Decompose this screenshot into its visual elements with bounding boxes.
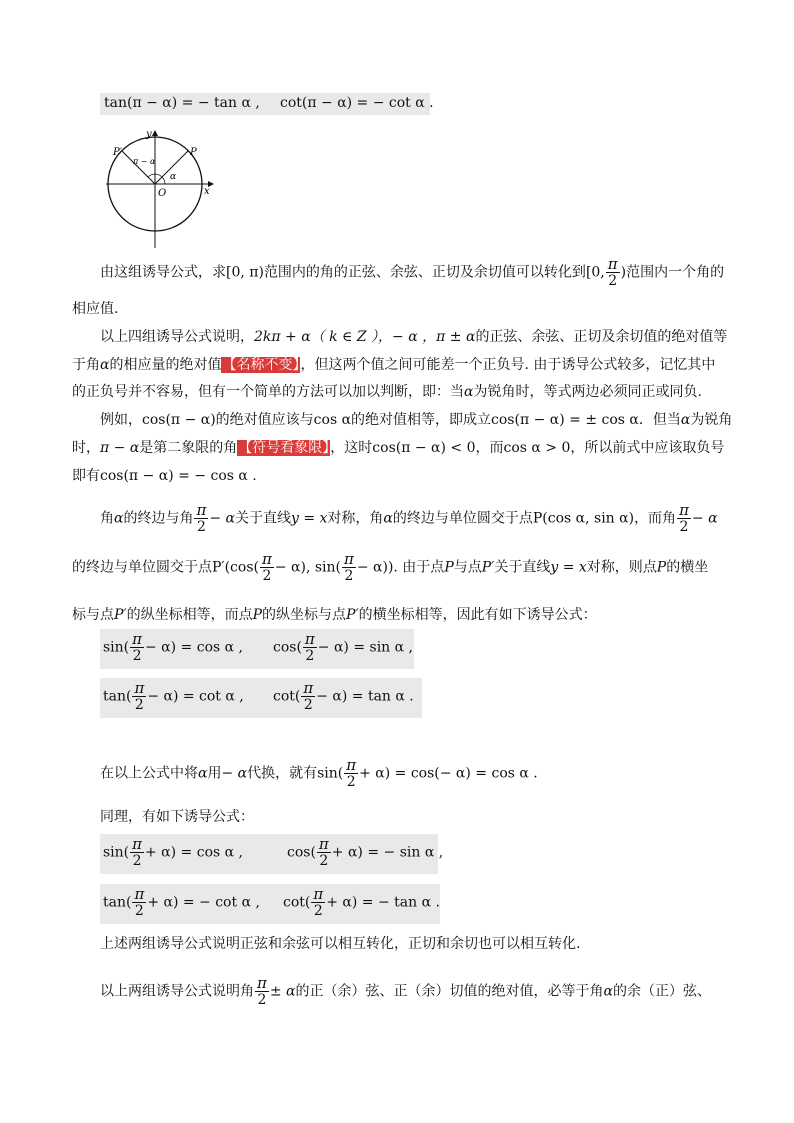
angle-pi-minus-alpha-label: π − α [133, 157, 156, 166]
tag-name-unchanged: 【名称不变】 [222, 357, 300, 373]
point-p-label: P [190, 147, 197, 158]
paragraph-substitution: 在以上公式中将α用− α代换，就有sin( $\frac{\pi}{2}$ + α) = cos(− α) = cos α . [100, 756, 538, 790]
point-p-prime-label: P′ [113, 147, 122, 158]
angle-alpha-label: α [170, 172, 177, 182]
angle-arc-alpha [162, 177, 165, 184]
paragraph-example-line3: 即有cos(π − α) = − cos α . [72, 468, 257, 484]
paragraph-mutual-conversion: 上述两组诱导公式说明正弦和余弦可以相互转化，正切和余切也可以相互转化. [100, 936, 581, 952]
formula-tan-half-pi-minus: tan( $\frac{\pi}{2}$ − α) = cot α , [103, 679, 244, 713]
paragraph-similarly: 同理，有如下诱导公式： [100, 809, 254, 825]
unit-circle-figure [100, 124, 220, 254]
formula-cot-half-pi-minus: cot( $\frac{\pi}{2}$ − α) = tan α . [273, 679, 414, 713]
tag-sign-by-quadrant: 【符号看象限】 [238, 440, 330, 456]
paragraph-range-transform-end: 相应值. [72, 301, 119, 317]
formula-sin-half-pi-minus: sin( $\frac{\pi}{2}$ − α) = cos α , [103, 630, 243, 664]
paragraph-symmetry-line1: 角α的终边与角 $\frac{\pi}{2}$ − α关于直线y = x对称，角α的终边与单位圆交于点P(cos α, sin α)，而角 $\frac{\pi}{2}$ − α [100, 501, 718, 535]
terminal-side-p-prime [122, 151, 155, 184]
paragraph-four-groups-line1: 以上四组诱导公式说明，2kπ + α（ k ∈ Z ），− α ，π ± α的正弦、余弦、正切及余切值的绝对值等 [100, 329, 728, 345]
formula-cos-half-pi-plus: cos( $\frac{\pi}{2}$ + α) = − sin α , [287, 835, 444, 869]
paragraph-symmetry-line2: 的终边与单位圆交于点P′(cos( $\frac{\pi}{2}$ − α), sin( $\frac{\pi}{2}$ − α)). 由于点P与点P′关于直线y = x对称，则点P的横坐 [72, 550, 709, 584]
paragraph-range-transform: 由这组诱导公式，求[0, π)范围内的角的正弦、余弦、正切及余切值可以转化到[0, $\frac{\pi}{2}$ )范围内一个角的 [100, 255, 725, 289]
paragraph-absolute-values: 以上两组诱导公式说明角 $\frac{\pi}{2}$ ± α的正（余）弦、正（余）切值的绝对值，必等于角α的余（正）弦、 [100, 974, 711, 1008]
origin-label: O [158, 188, 167, 199]
formula-tan-pi-minus-alpha: tan(π − α) = − tan α , [104, 95, 260, 111]
paragraph-four-groups-line2: 于角α的相应量的绝对值【名称不变】，但这两个值之间可能差一个正负号. 由于诱导公式较多，记忆其中 [72, 357, 716, 373]
formula-tan-half-pi-plus: tan( $\frac{\pi}{2}$ + α) = − cot α , [103, 885, 260, 919]
paragraph-symmetry-line3: 标与点P′的纵坐标相等，而点P的纵坐标与点P′的横坐标相等，因此有如下诱导公式： [72, 607, 597, 623]
formula-cot-half-pi-plus: cot( $\frac{\pi}{2}$ + α) = − tan α . [283, 885, 440, 919]
formula-cot-pi-minus-alpha: cot(π − α) = − cot α . [280, 95, 434, 111]
x-axis-label: x [204, 186, 210, 197]
y-axis-label: y [146, 129, 152, 140]
formula-cos-half-pi-minus: cos( $\frac{\pi}{2}$ − α) = sin α , [273, 630, 413, 664]
formula-sin-half-pi-plus: sin( $\frac{\pi}{2}$ + α) = cos α , [103, 835, 243, 869]
paragraph-four-groups-line3: 的正负号并不容易，但有一个简单的方法可以加以判断，即：当α为锐角时，等式两边必须同正或同负. [72, 384, 702, 400]
paragraph-example-line1: 例如，cos(π − α)的绝对值应该与cos α的绝对值相等，即成立cos(π − α) = ± cos α．但当α为锐角 [100, 412, 733, 428]
y-axis-arrow [152, 130, 158, 136]
paragraph-example-line2: 时，π − α是第二象限的角【符号看象限】，这时cos(π − α) < 0，而cos α > 0，所以前式中应该取负号 [72, 440, 725, 456]
